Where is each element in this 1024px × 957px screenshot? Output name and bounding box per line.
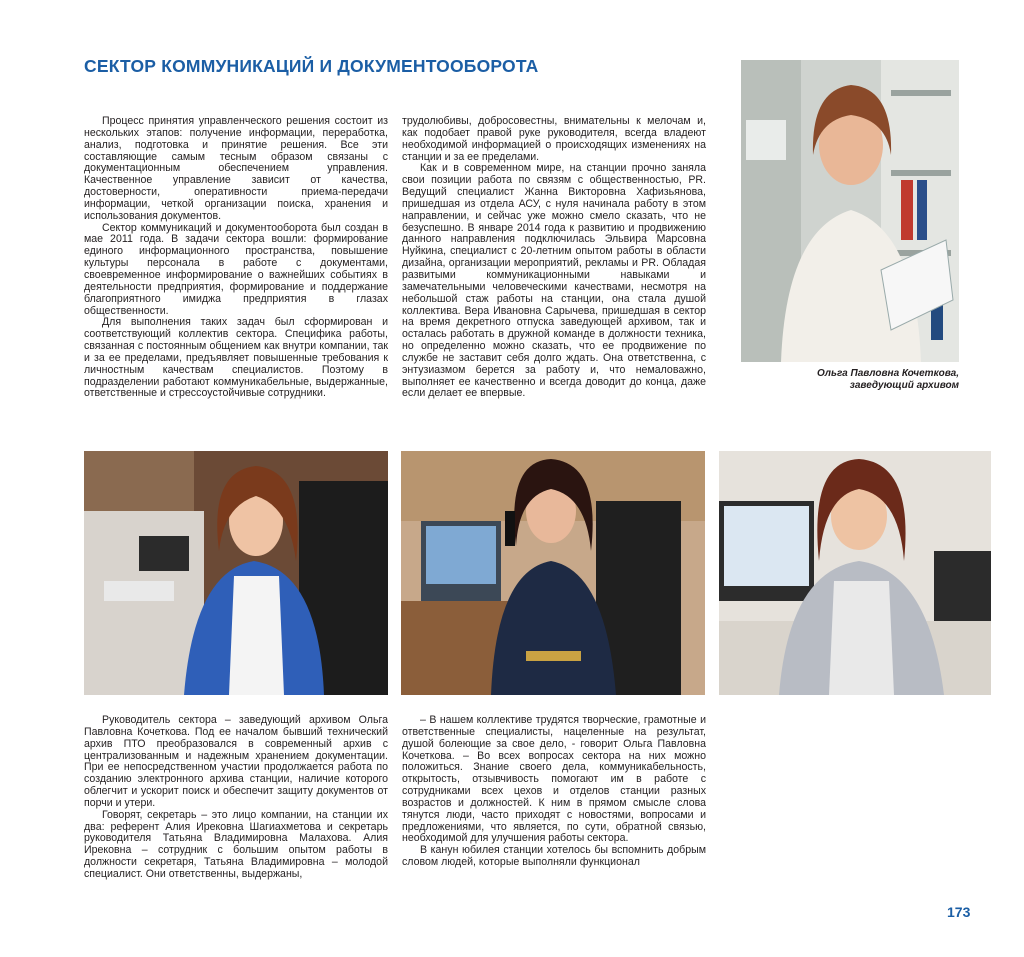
page-number: 173 [947,904,971,920]
portrait-photo-woman-blue-jacket [84,451,388,695]
text-column-2 [402,116,706,400]
paragraph: – В нашем коллективе трудятся творческие, грамотные и ответственные специалисты, нацеленные на результат, душой болеющие за свое дело, - говорит Ольга Павловна Кочеткова. – Во всех вопросах сектора на них можно положиться. Знание своего дела, коммуникабельность, открытость, отзывчивость помогают им в работе с сотрудниками всех цехов и отделов станции разных возрастов и должностей. К ним в прямом смысле слова тянутся люди, часто приходят с новостями, вопросами и предложениями, что является, по сути, обратной связью, необходимой для улучшения работы сектора. [402,714,706,845]
caption-name: Ольга Павловна Кочеткова, [817,368,959,379]
text-column-1 [84,116,388,400]
photo-caption [759,368,959,392]
portrait-photo-archive-head [741,60,959,362]
paragraph: В канун юбилея станции хотелось бы вспомнить добрым словом людей, которые выполняли функционал [402,844,706,869]
paragraph: Руководитель сектора – заведующий архивом Ольга Павловна Кочеткова. Под ее началом бывший технический архив ПТО преобразовался в современный архив с централизованным и надежным хранением документации. При ее непосредственном участии продолжается работа по созданию электронного архива станции, наличие которого облегчит и ускорит поиск и обеспечит защиту документов от порчи и утери. [84,714,388,809]
text-column-3 [84,715,388,881]
portrait-photo-woman-at-computer [719,451,991,695]
text-column-4 [402,715,706,869]
page-title: СЕКТОР КОММУНИКАЦИЙ И ДОКУМЕНТООБОРОТА [84,56,539,76]
paragraph: Для выполнения таких задач был сформирован и соответствующий коллектив сектора. Специфика работы, связанная с постоянным общением как внутри компании, так и за ее пределами, предъявляет повышенные требования к личностным качествам специалистов. Поэтому в подразделении работают коммуникабельные, выдержанные, ответственные и стрессоустойчивые сотрудники. [84,316,388,400]
paragraph: Сектор коммуникаций и документооборота был создан в мае 2011 года. В задачи сектора вошли: формирование единого информационного пространства, повышение культуры персонала в работе с документами, своевременное информирование о важнейших событиях в деятельности предприятия, формирование и поддержание благоприятного имиджа предприятия в глазах общественности. [84,221,388,317]
portrait-photo-woman-on-phone [401,451,705,695]
paragraph: Как и в современном мире, на станции прочно заняла свои позиции работа по связям с общественностью, PR. Ведущий специалист Жанна Викторовна Хафизьянова, пришедшая из отдела АСУ, с нуля начинала работу в этом направлении, и сейчас уже можно смело сказать, что не безуспешно. В январе 2014 года к развитию и продвижению данного направления подключилась Эльвира Марсовна Нуйкина, специалист с 20-летним опытом работы в области дизайна, организации мероприятий, рекламы и PR. Обладая развитыми коммуникационными навыками и замечательными человеческими качествами, несмотря на небольшой стаж работы на станции, она стала душой коллектива. Вера Ивановна Сарычева, пришедшая в сектор на время декретного отпуска заведующей архивом, так и осталась работать в дружной команде в должности техника, но определенно можно сказать, что ее продвижение по службе не заставит себя долго ждать. Она ответственна, с энтузиазмом берется за работу и, что немаловажно, выполняет ее качественно и всегда доводит до конца, даже если делает ее впервые. [402,162,706,400]
caption-position: заведующий архивом [849,380,959,391]
paragraph: Говорят, секретарь – это лицо компании, на станции их два: референт Алия Ирековна Шагиахметова и секретарь руководителя Татьяна Владимировна Малахова. Алия Ирековна – сотрудник с большим опытом работы в должности секретаря, Татьяна Владимировна – молодой специалист. Они ответственны, выдержаны, [84,808,388,880]
paragraph: трудолюбивы, добросовестны, внимательны к мелочам и, как подобает правой руке руководителя, всегда владеют необходимой информацией о происходящих изменениях на станции и за ее пределами. [402,115,706,163]
paragraph: Процесс принятия управленческого решения состоит из нескольких этапов: получение информации, переработка, анализ, подготовка и принятие решения. Все эти составляющие самым тесным образом связаны с документационным обеспечением управления. Качественное управление зависит от качества, достоверности, оперативности приема-передачи информации, четкой организации поиска, хранения и использования документов. [84,115,388,222]
